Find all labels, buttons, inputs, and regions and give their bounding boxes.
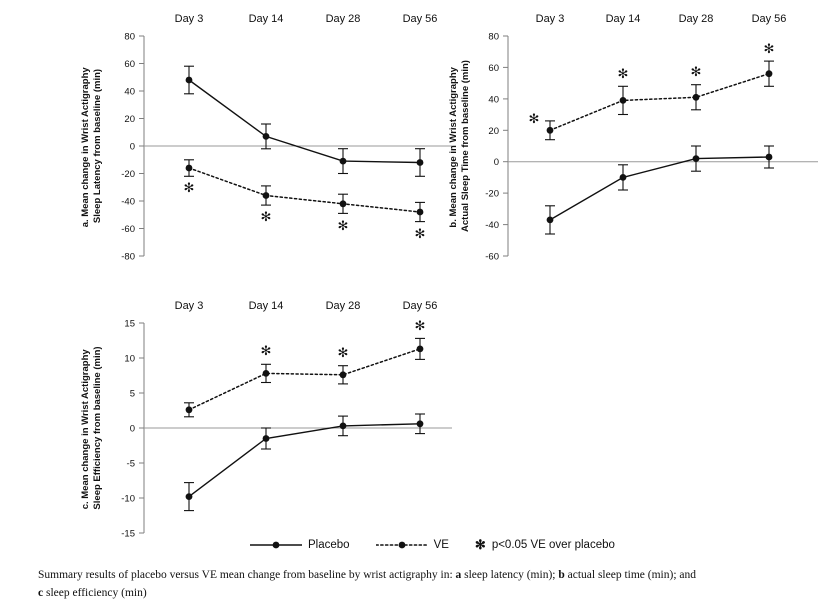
series-placebo-markers [547, 154, 773, 224]
legend-item-significance [475, 537, 615, 553]
y-tick-neg60: -60 [485, 251, 499, 263]
legend-placebo-swatch [250, 539, 302, 551]
y-tick-10: 10 [124, 353, 135, 365]
column-label-day3: Day 3 [174, 300, 204, 312]
panel-a-significance-markers [184, 180, 426, 241]
y-tick-20: 20 [124, 114, 135, 125]
legend-label-placebo: Placebo [308, 539, 350, 551]
column-label-day28: Day 28 [678, 13, 714, 25]
column-label-day14: Day 14 [248, 300, 284, 312]
caption-lead: Summary results of placebo versus VE mean change from baseline by wrist actigraphy in: [38, 569, 456, 581]
legend-ve-swatch [376, 539, 428, 551]
y-tick-40: 40 [488, 94, 499, 106]
panel-a-y-ticks [121, 32, 144, 263]
caption-part-c: sleep efficiency (min) [43, 586, 147, 599]
series-ve-markers [547, 70, 773, 133]
legend-item-placebo [250, 539, 350, 551]
y-tick-0: 0 [129, 423, 135, 435]
series-placebo-markers [186, 77, 424, 166]
legend-label-significance: p<0.05 VE over placebo [491, 539, 615, 551]
column-label-day56: Day 56 [751, 13, 787, 25]
star-day28: ✻ [337, 345, 349, 360]
y-tick-neg20: -20 [485, 188, 499, 200]
star-day56: ✻ [763, 41, 775, 56]
star-day14: ✻ [260, 343, 272, 358]
y-tick-neg10: -10 [121, 493, 135, 505]
y-tick-80: 80 [488, 31, 499, 43]
series-placebo-line [189, 424, 420, 497]
panel-c-column-labels [175, 300, 438, 312]
star-day28: ✻ [337, 218, 349, 233]
y-tick-0: 0 [493, 157, 499, 169]
y-tick-5: 5 [129, 388, 135, 400]
y-tick-neg5: -5 [126, 458, 135, 470]
star-day14: ✻ [617, 66, 629, 81]
series-ve-line [189, 349, 420, 410]
star-day56: ✻ [414, 318, 426, 333]
figure-caption [38, 567, 698, 603]
y-tick-neg15: -15 [121, 528, 135, 540]
series-ve-errorbars [545, 61, 774, 140]
panel-b-y-ticks [485, 32, 508, 263]
y-tick-neg80: -80 [121, 251, 135, 263]
column-label-day28: Day 28 [325, 300, 361, 312]
caption-marker-b: b [558, 569, 565, 581]
y-tick-neg40: -40 [121, 196, 135, 208]
y-tick-60: 60 [124, 59, 135, 70]
caption-part-b: actual sleep time (min); and [564, 569, 696, 581]
series-placebo-errorbars [184, 66, 425, 176]
series-ve-errorbars [184, 160, 425, 222]
series-ve-markers [186, 346, 424, 414]
star-day28: ✻ [690, 64, 702, 79]
y-tick-15: 15 [124, 318, 135, 330]
series-ve-markers [183, 165, 424, 216]
y-tick-60: 60 [488, 62, 499, 74]
panel-b-significance-markers [529, 41, 775, 126]
chart-legend [250, 537, 615, 553]
caption-marker-a: a [455, 569, 462, 581]
panel-c-svg [34, 293, 454, 558]
column-label-day3: Day 3 [174, 13, 204, 25]
panel-b-ylabel: b. Mean change in Wrist Actigraphy Actual Sleep Time from baseline (min) [448, 60, 471, 232]
column-label-day14: Day 14 [248, 13, 284, 25]
y-tick-20: 20 [488, 125, 499, 137]
series-placebo-line [189, 80, 420, 163]
chart-panel-a [34, 6, 454, 286]
panel-b-svg [430, 6, 820, 286]
legend-item-ve [376, 539, 449, 551]
chart-panel-c [34, 293, 454, 558]
panel-b-column-labels [536, 13, 787, 25]
column-label-day56: Day 56 [402, 300, 438, 312]
y-tick-neg40: -40 [485, 220, 499, 232]
chart-panel-b [430, 6, 820, 286]
y-tick-0: 0 [129, 141, 135, 153]
caption-part-a: sleep latency (min); [461, 569, 559, 581]
column-label-day14: Day 14 [605, 13, 641, 25]
panel-a-ylabel: a. Mean change in Wrist Actigraphy Sleep Latency from baseline (min) [80, 67, 103, 228]
star-day56: ✻ [414, 226, 426, 241]
y-tick-40: 40 [124, 86, 135, 98]
series-placebo-line [550, 157, 769, 220]
series-placebo-errorbars [545, 146, 774, 234]
panel-c-significance-markers [261, 318, 426, 360]
star-day3: ✻ [528, 111, 540, 126]
asterisk-icon: ✻ [474, 537, 486, 552]
series-ve-line [550, 74, 769, 131]
y-tick-neg60: -60 [121, 224, 135, 235]
star-day3: ✻ [183, 180, 195, 195]
series-ve-line [189, 168, 420, 212]
legend-label-ve: VE [433, 539, 449, 551]
panel-c-y-ticks [121, 319, 144, 540]
column-label-day56: Day 56 [402, 13, 438, 25]
y-tick-neg20: -20 [121, 169, 135, 180]
column-label-day28: Day 28 [325, 13, 361, 25]
panel-a-svg [34, 6, 454, 286]
star-day14: ✻ [260, 209, 272, 224]
panel-a-column-labels [175, 13, 438, 25]
panel-c-ylabel: c. Mean change in Wrist Actigraphy Sleep Efficiency from baseline (min) [80, 346, 103, 510]
caption-marker-c: c [38, 586, 44, 599]
y-tick-80: 80 [124, 31, 135, 43]
column-label-day3: Day 3 [535, 13, 565, 25]
series-ve-errorbars [184, 338, 425, 416]
